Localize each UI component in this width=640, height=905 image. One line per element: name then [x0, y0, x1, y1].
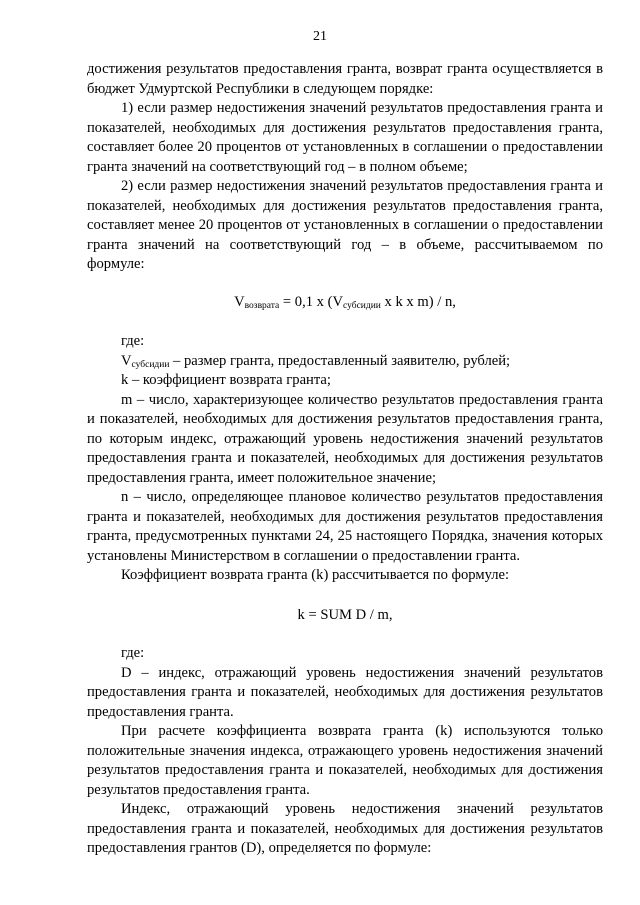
list-item-2: 2) если размер недостижения значений результатов предоставления гранта и показателей, необходимых для достижения результатов предоставления гранта, составляет менее 20 процентов от установленных в соглашении о предоставлении гранта значений на соответствующий год – в объеме, рассчитываемом по формуле: [87, 178, 603, 272]
definition-n: n – число, определяющее плановое количество результатов предоставления гранта и показателей, необходимых для достижения результатов предоставления гранта, предусмотренных пунктами 24, 25 настоящего Порядка, значения которых установлены Министерством в соглашении о предоставлении гранта. [87, 489, 603, 564]
formula-k: k = SUM D / m, [297, 606, 393, 623]
list-item-1: 1) если размер недостижения значений результатов предоставления гранта и показателей, необходимых для достижения результатов предоставления гранта, составляет более 20 процентов от установленных в соглашении о предоставлении гранта значений на соответствующий год – в полном объеме; [87, 100, 603, 175]
where-label-1: где: [121, 333, 145, 349]
where-label-2: где: [121, 645, 145, 661]
k-formula-intro: Коэффициент возврата гранта (k) рассчитывается по формуле: [121, 567, 510, 583]
paragraph-calculation: При расчете коэффициента возврата гранта (k) используются только положительные значения индекса, отражающего уровень недостижения значений результатов предоставления гранта и показателей, необходимых для достижения результатов предоставления гранта. [87, 723, 603, 798]
paragraph-intro: достижения результатов предоставления гранта, возврат гранта осуществляется в бюджет Удмуртской Республики в следующем порядке: [87, 61, 603, 97]
formula-refund: $V_{возврата} = 0,1$ x ($V_{субсидии}$ x k x m) / n, [234, 293, 456, 311]
document-body [87, 60, 603, 859]
page-number: 21 [313, 29, 327, 44]
definition-k: k – коэффициент возврата гранта; [121, 372, 331, 388]
definition-m: m – число, характеризующее количество результатов предоставления гранта и показателей, необходимых для достижения результатов предоставления гранта, по которым индекс, отражающий уровень недостижения значений результатов предоставления гранта и показателей, необходимых для достижения результатов предоставления гранта, имеет положительное значение; [87, 391, 603, 486]
paragraph-index: Индекс, отражающий уровень недостижения значений результатов предоставления гранта и показателей, необходимых для достижения результатов предоставления грантов (D), определяется по формуле: [87, 801, 603, 856]
definition-v: $V_{субсидии}$ – размер гранта, предоставленный заявителю, рублей; [121, 352, 511, 370]
definition-d: D – индекс, отражающий уровень недостижения значений результатов предоставления гранта и показателей, необходимых для достижения результатов предоставления гранта. [87, 664, 603, 720]
